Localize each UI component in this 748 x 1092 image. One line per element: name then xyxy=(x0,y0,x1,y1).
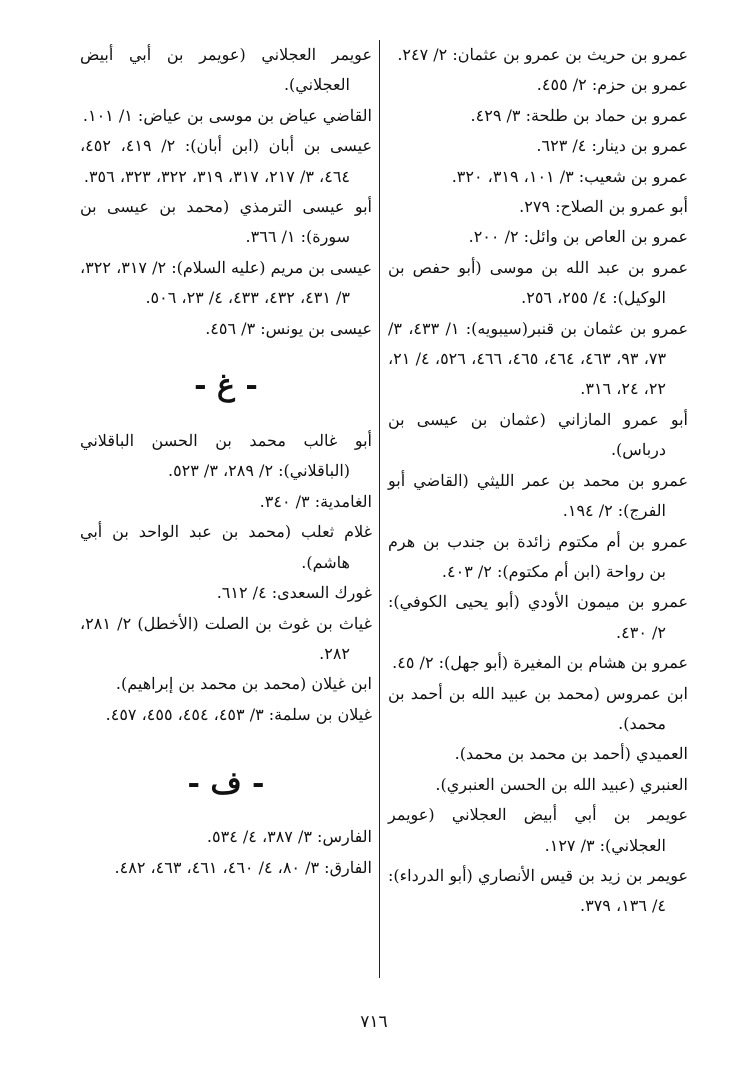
index-entry: غياث بن غوث بن الصلت (الأخطل) ٢/ ٢٨١، ٢٨٢. xyxy=(80,613,373,663)
index-entry: ابن عمروس (محمد بن عبيد الله بن أحمد بن محمد). xyxy=(388,683,688,733)
index-entry: أبو عيسى الترمذي (محمد بن عيسى بن سورة): ١/ ٣٦٦. xyxy=(80,197,372,247)
index-entry: الفارق: ٣/ ٨٠، ٤/ ٤٦٠، ٤٦١، ٤٦٣، ٤٨٢. xyxy=(114,857,372,877)
index-entry: عويمر بن أبي أبيض العجلاني (عويمر العجلاني): ٣/ ١٢٧. xyxy=(388,805,688,855)
index-entry: عمرو بن دينار: ٤/ ٦٢٣. xyxy=(536,136,688,156)
section-letter-ghain: - غ - xyxy=(194,368,258,404)
index-entry: القاضي عياض بن موسى بن عياض: ١/ ١٠١. xyxy=(82,105,372,125)
index-entry: العميدي (أحمد بن محمد بن محمد). xyxy=(454,744,688,764)
index-entry: عمرو بن عثمان بن قنبر(سيبويه): ١/ ٤٣٣، ٣/ ٧٣، ٩٣، ٤٦٣، ٤٦٤، ٤٦٥، ٤٦٦، ٥٢٦، ٤/ ٢١، ٢٢، ٢٤، ٣١٦. xyxy=(388,318,688,399)
index-entry: العنبري (عبيد الله بن الحسن العنبري). xyxy=(435,774,688,794)
index-entry: عمرو بن العاص بن وائل: ٢/ ٢٠٠. xyxy=(468,227,688,247)
index-entry: عيسى بن يونس: ٣/ ٤٥٦. xyxy=(205,318,372,338)
page-number: ٧١٦ xyxy=(360,1012,388,1032)
index-entry: عيسى بن أبان (ابن أبان): ٢/ ٤١٩، ٤٥٢، ٤٦٤، ٣/ ٢١٧، ٣١٧، ٣١٩، ٣٢٢، ٣٢٣، ٣٥٦. xyxy=(80,136,373,186)
index-entry: عيسى بن مريم (عليه السلام): ٢/ ٣١٧، ٣٢٢، ٣/ ٤٣١، ٤٣٢، ٤٣٣، ٤/ ٢٣، ٥٠٦. xyxy=(80,257,372,308)
index-entry: عمرو بن هشام بن المغيرة (أبو جهل): ٢/ ٤٥. xyxy=(392,653,688,673)
column-divider xyxy=(379,40,380,978)
index-entry: عمرو بن شعيب: ٣/ ١٠١، ٣١٩، ٣٢٠. xyxy=(451,166,688,186)
index-column-left xyxy=(80,40,372,883)
section-letter-fa: - ف - xyxy=(187,766,265,802)
index-column-right xyxy=(388,40,688,922)
index-entry: غيلان بن سلمة: ٣/ ٤٥٣، ٤٥٤، ٤٥٥، ٤٥٧. xyxy=(105,704,372,724)
index-entry: عويمر العجلاني (عويمر بن أبي أبيض العجلاني). xyxy=(80,45,372,95)
index-entry: عمرو بن حماد بن طلحة: ٣/ ٤٢٩. xyxy=(470,105,688,125)
index-entry: عمرو بن أم مكتوم زائدة بن جندب بن هرم بن رواحة (ابن أم مكتوم): ٢/ ٤٠٣. xyxy=(388,531,688,581)
index-entry: غلام ثعلب (محمد بن عبد الواحد بن أبي هاشم). xyxy=(80,522,372,572)
index-entry: الفارس: ٣/ ٣٨٧، ٤/ ٥٣٤. xyxy=(206,827,372,847)
index-entry: عمرو بن عبد الله بن موسى (أبو حفص بن الوكيل): ٤/ ٢٥٥، ٢٥٦. xyxy=(388,257,688,308)
index-entry: عمرو بن محمد بن عمر الليثي (القاضي أبو الفرج): ٢/ ١٩٤. xyxy=(388,470,688,521)
index-entry: الغامدية: ٣/ ٣٤٠. xyxy=(259,491,372,511)
index-entry: عويمر بن زيد بن قيس الأنصاري (أبو الدرداء): ٤/ ١٣٦، ٣٧٩. xyxy=(388,865,688,916)
index-entry: ابن غيلان (محمد بن محمد بن إبراهيم). xyxy=(115,674,372,694)
index-entry: عمرو بن ميمون الأودي (أبو يحيى الكوفي): ٢/ ٤٣٠. xyxy=(388,592,688,642)
index-entry: أبو عمرو المازاني (عثمان بن عيسى بن درباس). xyxy=(388,409,688,460)
index-entry: أبو عمرو بن الصلاح: ٢٧٩. xyxy=(519,197,688,217)
index-entry: غورك السعدى: ٤/ ٦١٢. xyxy=(216,583,372,603)
index-entry: أبو غالب محمد بن الحسن الباقلاني (الباقلاني): ٢/ ٢٨٩، ٣/ ٥٢٣. xyxy=(80,431,372,481)
index-entry: عمرو بن حريث بن عمرو بن عثمان: ٢/ ٢٤٧. xyxy=(397,45,688,64)
index-entry: عمرو بن حزم: ٢/ ٤٥٥. xyxy=(536,75,688,95)
